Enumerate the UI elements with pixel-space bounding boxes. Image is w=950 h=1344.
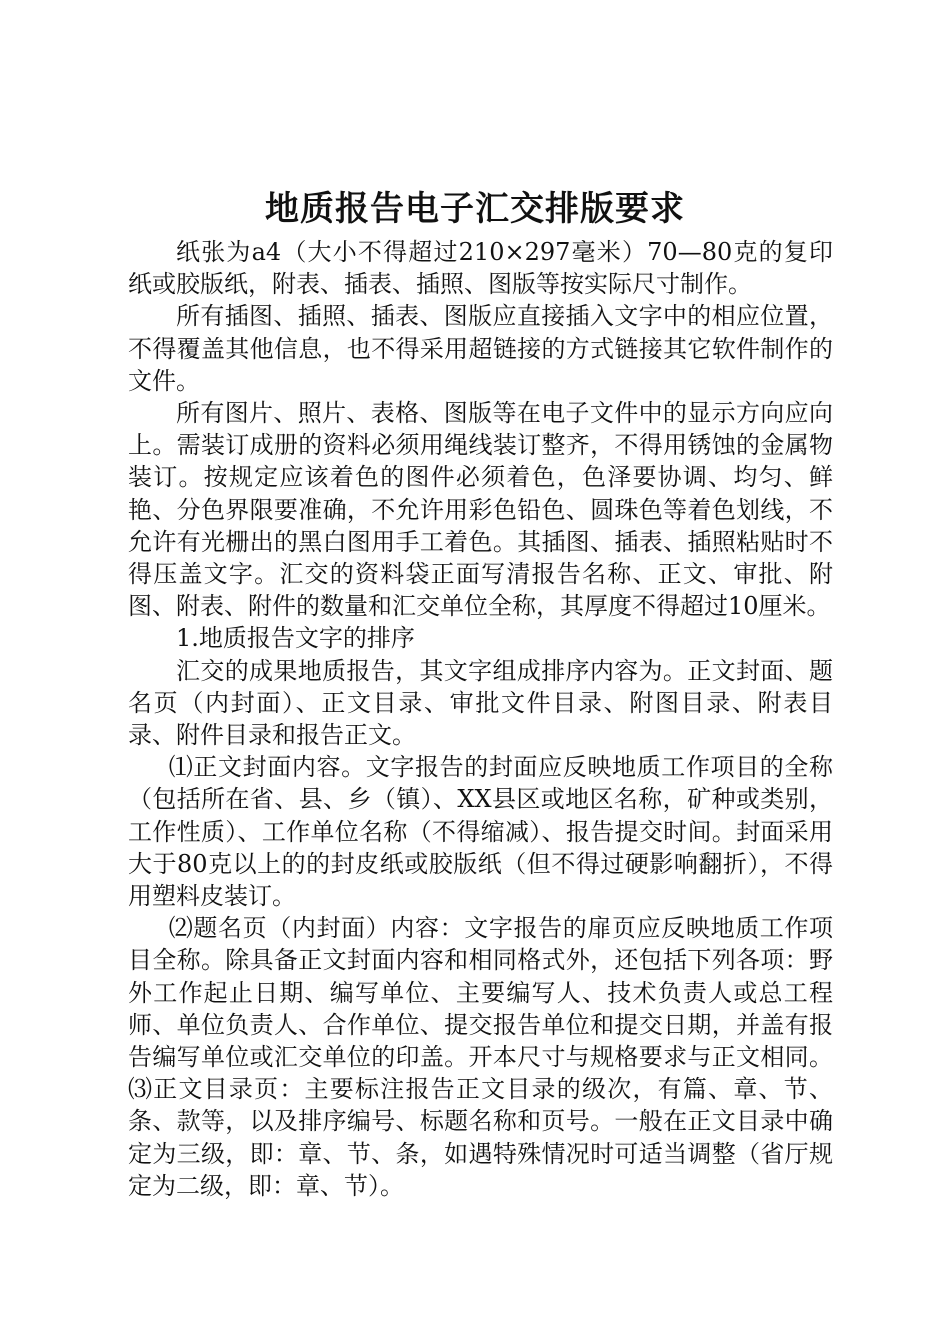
paragraph-title-page: ⑵题名页（内封面）内容：文字报告的扉页应反映地质工作项目全称。除具备正文封面内容和相同格式外，还包括下列各项：野外工作起止日期、编写单位、主要编写人、技术负责人或总工程师、单位负责人、合作单位、提交报告单位和提交日期，并盖有报告编写单位或汇交单位的印盖。开本尺寸与规格要求与正文相同。⑶正文目录页：主要标注报告正文目录的级次，有篇、章、节、条、款等，以及排序编号、标题名称和页号。一般在正文目录中确定为三级，即：章、节、条，如遇特殊情况时可适当调整（省厅规定为二级，即：章、节）。 (128, 914, 833, 1200)
paragraph-paper-spec: 纸张为a4（大小不得超过210×297毫米）70—80克的复印纸或胶版纸，附表、插表、插照、图版等按实际尺寸制作。 (128, 238, 833, 299)
paragraph-orientation-binding: 所有图片、照片、表格、图版等在电子文件中的显示方向应向上。需装订成册的资料必须用绳线装订整齐，不得用锈蚀的金属物装订。按规定应该着色的图件必须着色，色泽要协调、均匀、鲜艳、分色界限要准确，不允许用彩色铅色、圆珠色等着色划线，不允许有光栅出的黑白图用手工着色。其插图、插表、插照粘贴时不得压盖文字。汇交的资料袋正面写清报告名称、正文、审批、附图、附表、附件的数量和汇交单位全称，其厚度不得超过10厘米。 (128, 399, 833, 621)
section-heading-text-order: 1.地质报告文字的排序 (176, 624, 415, 653)
paragraph-illustrations: 所有插图、插照、插表、图版应直接插入文字中的相应位置，不得覆盖其他信息，也不得采用超链接的方式链接其它软件制作的文件。 (128, 302, 833, 395)
document-title: 地质报告电子汇交排版要求 (265, 189, 685, 229)
document-body (128, 236, 833, 1202)
paragraph-cover-content: ⑴正文封面内容。文字报告的封面应反映地质工作项目的全称（包括所在省、县、乡（镇）、XX县区或地区名称，矿种或类别，工作性质）、工作单位名称（不得缩减）、报告提交时间。封面采用大于80克以上的的封皮纸或胶版纸（但不得过硬影响翻折），不得用塑料皮装订。 (128, 753, 833, 911)
paragraph-text-order: 汇交的成果地质报告，其文字组成排序内容为。正文封面、题名页（内封面）、正文目录、审批文件目录、附图目录、附表目录、附件目录和报告正文。 (128, 656, 833, 750)
